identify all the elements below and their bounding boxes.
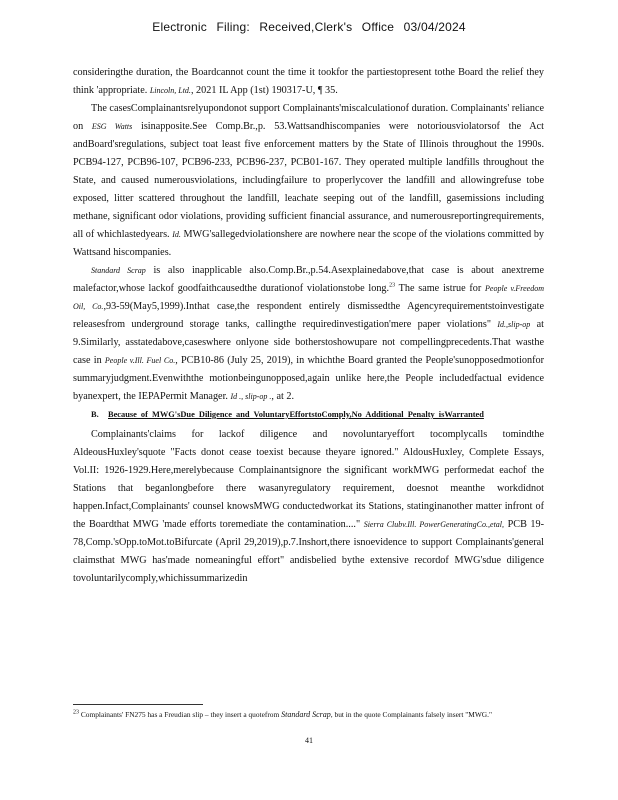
para-text: The same istrue for — [395, 283, 486, 294]
case-citation: Sierra Clubv.Ill. PowerGeneratingCo.,etal, — [363, 520, 505, 529]
case-citation: ESG Watts — [91, 122, 133, 131]
para-text: MWG'sallegedviolationshere are nowhere near the scope of the violations committed by Wattsand hiscompanies. — [73, 229, 544, 258]
footnote-reference[interactable]: 23 — [389, 282, 396, 289]
para-text: The casesComplainantsrelyupondonot support Complainants'miscalculationof duration. Complainants' reliance on — [73, 103, 544, 132]
footnote — [73, 709, 544, 720]
case-citation: Id.,slip-op — [497, 320, 531, 329]
paragraph-duration-relief — [73, 64, 544, 100]
case-citation: Lincoln, Ltd. — [149, 86, 191, 95]
section-heading — [91, 409, 544, 421]
section-title: Because of MWG'sDue Diligence and VoluntaryEffortstoComply,No Additional Penalty isWarranted — [108, 410, 484, 419]
footnote-text: Complainants' FN275 has a Freudian slip – they insert a quotefrom — [79, 710, 282, 719]
footnote-number: 23 — [73, 709, 79, 716]
case-citation: People v.Ill. Fuel Co. — [104, 356, 176, 365]
case-citation: Standard Scrap — [281, 710, 331, 719]
paragraph-standard-scrap — [73, 262, 544, 406]
para-text: , 2021 IL App (1st) 190317-U, ¶ 35. — [190, 85, 338, 96]
para-text: is also inapplicable also.Comp.Br.,p.54.Asexplainedabove,that case is about anextreme malefactor,whose lackof goodfaithcausedthe durationof violationstobe long. — [73, 265, 544, 294]
section-number: B. — [91, 410, 99, 419]
case-citation: People v.Freedom Oil, Co. — [73, 284, 545, 311]
case-citation: Id. — [172, 230, 181, 239]
footnote-text: , but in the quote Complainants falsely insert "MWG." — [330, 710, 493, 719]
para-text: ,93-59(May5,1999).Inthat case,the respondent entirely dismissedthe Agencyrequirementstoinvestigate releasesfrom underground storage tanks, callingthe requiredinvestigation'mere paper violations" — [73, 301, 544, 330]
paragraph-due-diligence — [73, 426, 544, 588]
para-text: Complainants'claims for lackof diligence and novoluntaryeffort tocomplycalls tomindthe AldeousHuxley'squote "Facts donot cease toexist because theyare ignored." AldousHuxley, Complete Essays, Vol.II: 1926-1929.Here,merelybecause Complainantsignore the significant workMWG performedat eachof the Stations that beganlongbefore there wasanyregulatory requirement, doesnot meanthe workdidnot happen.Infact,Complainants' counsel knowsMWG conductedworkat its Stations, statinginanother matter infront of the Boardthat MWG 'made efforts toremediate the contamination...." — [73, 429, 544, 530]
page-number: 41 — [305, 736, 313, 745]
paragraph-watts-cases — [73, 100, 544, 262]
para-text: at 9.Similarly, asstatedabove,caseswhere onlyone side botherstoshowupare not compellingprecedents.That wasthe case in — [73, 319, 545, 366]
para-text: , PCB10-86 (July 25, 2019), in whichthe Board granted the People'sunopposedmotionfor summaryjudgment.Evenwiththe motionbeingunopposed,again unlike here,the People includedfactual evidence byanexpert, the IEPAPermit Manager. — [73, 355, 544, 402]
filing-stamp-header: Electronic Filing: Received,Clerk's Office 03/04/2024 — [152, 20, 466, 34]
case-citation: Id ., slip-op . — [230, 392, 272, 401]
footnote-divider — [73, 704, 203, 705]
para-text: isinapposite.See Comp.Br.,p. 53.Wattsandhiscompanies were notoriousviolatorsof the Act andBoard'sregulations, subject toat least five enforcement matters by the State of Illinois throughout the 1990s. PCB94-127, PCB96-107, PCB96-233, PCB96-237, PCB01-167. They operated multiple landfills throughout the State, and caused numerousviolations, includingfailure to properlycover the landfill and allowingrefuse tobe exposed, litter scattered throughout the landfill, leachate seeping out of the landfill, gasemissions including methane, significant odor violations, providing sufficient financial assurance, and numerousreportingrequirements, all of whichlastedyears. — [73, 121, 544, 240]
document-body — [73, 64, 544, 588]
para-text: consideringthe duration, the Boardcannot count the time it tookfor the partiestopresent tothe Board the relief they think 'appropriate. — [73, 67, 544, 96]
para-text: , at 2. — [271, 391, 295, 402]
case-citation: Standard Scrap — [91, 266, 146, 275]
para-text: PCB 19-78,Comp.'sOpp.toMot.toBifurcate (April 29,2019),p.7.Inshort,there isnoevidence to support Complainants'general claimsthat MWG has'made nomeaningful effort" andisbelied bythe extensive recordof MWG'sdue diligence tovoluntarilycomply,whichissummarizedin — [73, 519, 545, 584]
